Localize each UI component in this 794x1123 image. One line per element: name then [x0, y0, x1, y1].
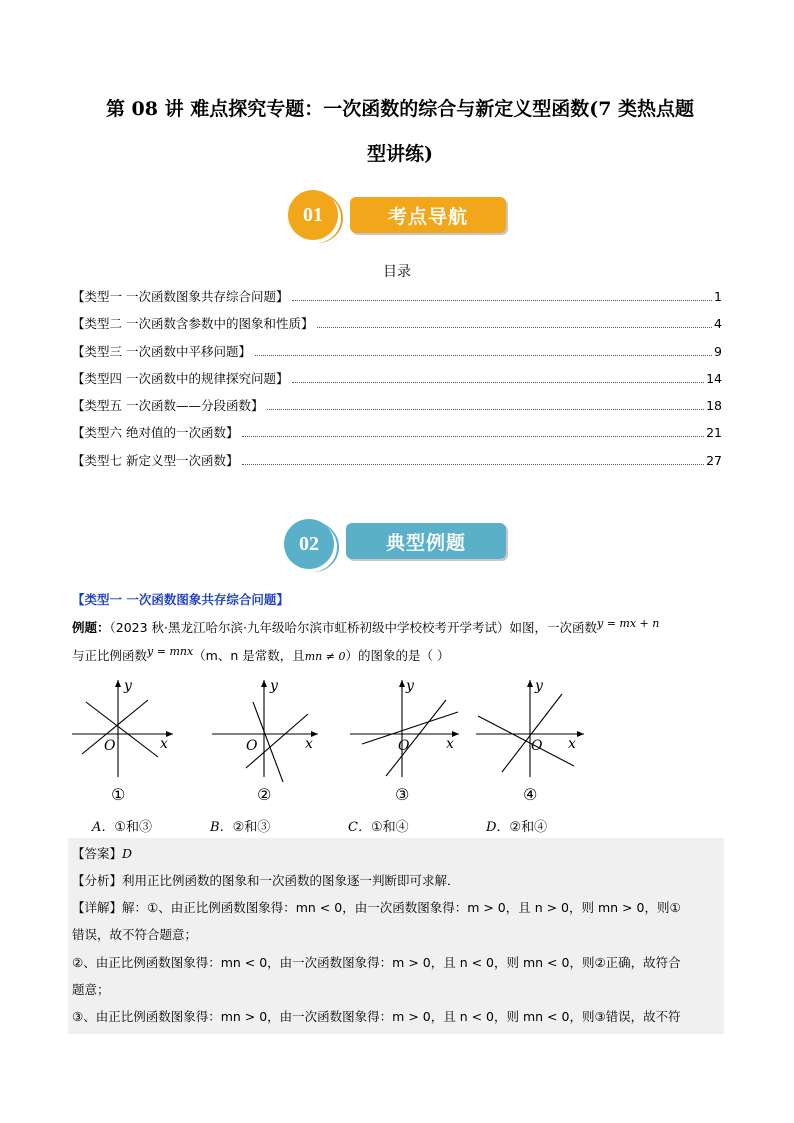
badge-number: 02: [299, 532, 319, 555]
badge-label: 典型例题: [385, 531, 466, 554]
option-b[interactable]: [210, 816, 270, 835]
graph-origin-label: O: [104, 738, 116, 754]
graph-x-label: x: [305, 736, 313, 752]
toc-item-label: 【类型二 一次函数含参数中的图象和性质】: [72, 316, 314, 332]
example-text-2b: （m、n 是常数，且: [193, 648, 305, 664]
toc-item-page: 4: [714, 316, 722, 332]
badge-number-circle: [288, 190, 338, 240]
detail-line-3: ②、由正比例函数图象得：mn < 0，由一次函数图象得：m > 0，且 n < 0，则 mn < 0，则②正确，故符合: [72, 955, 681, 970]
detail-text: 解：①、由正比例函数图象得：mn < 0，由一次函数图象得：m > 0，且 n > 0，则 mn > 0，则①: [122, 900, 681, 915]
page-title: [70, 87, 730, 177]
badge-label: 考点导航: [387, 205, 468, 228]
analysis-line: [72, 871, 460, 889]
section-heading: 【类型一 一次函数图象共存综合问题】: [72, 592, 289, 607]
option-text: ①和③: [114, 820, 153, 835]
title-line-1: 第 08 讲 难点探究专题：一次函数的综合与新定义型函数(7 类热点题: [105, 98, 695, 120]
equation-proportional: y = mnx: [147, 645, 194, 658]
toc-item-page: 27: [706, 452, 722, 468]
detail-line-1: [72, 898, 681, 916]
example-text-2a: 与正比例函数: [72, 648, 148, 664]
toc-item-page: 14: [706, 370, 722, 386]
detail-line-5: ③、由正比例函数图象得：mn > 0，由一次函数图象得：m > 0，且 n < 0，则 mn < 0，则③错误，故不符: [72, 1009, 681, 1024]
toc-item-label: 【类型四 一次函数中的规律探究问题】: [72, 370, 289, 386]
example-line-2: [72, 645, 449, 664]
toc-leader-dots: [255, 355, 712, 356]
toc-item-label: 【类型六 绝对值的一次函数】: [72, 425, 239, 441]
detail-label: 【详解】: [72, 900, 123, 915]
toc-item[interactable]: [72, 369, 722, 396]
answer-label: 【答案】: [72, 846, 123, 861]
graph-number: ③: [395, 785, 410, 802]
graph-4: [472, 672, 590, 802]
option-letter: C．: [348, 820, 371, 835]
toc-leader-dots: [267, 409, 704, 410]
graph-origin-label: O: [531, 738, 543, 754]
graph-2: [208, 672, 323, 802]
toc-item[interactable]: [72, 396, 722, 423]
option-a[interactable]: [92, 816, 152, 835]
option-text: ②和④: [509, 820, 548, 835]
graph-number: ④: [523, 785, 538, 802]
graph-x-label: x: [568, 736, 576, 752]
example-label: 例题：: [72, 620, 110, 636]
toc-heading: 目录: [383, 264, 411, 280]
option-letter: B．: [210, 820, 233, 835]
option-c[interactable]: [348, 816, 409, 835]
badge-number-circle: [284, 519, 334, 569]
toc-item-label: 【类型三 一次函数中平移问题】: [72, 343, 251, 359]
detail-line-2: 错误，故不符合题意；: [72, 927, 198, 942]
toc-leader-dots: [242, 464, 704, 465]
example-text-2c: ）的图象的是（ ）: [345, 648, 450, 664]
badge-kaodian: [288, 190, 510, 240]
toc-item[interactable]: [72, 423, 722, 450]
toc-item-page: 21: [706, 425, 722, 441]
graph-x-label: x: [160, 736, 168, 752]
graph-3: [346, 672, 464, 802]
graph-y-label: y: [124, 678, 132, 694]
title-line-2: 型讲练): [367, 143, 433, 165]
graph-y-label: y: [535, 678, 543, 694]
option-d[interactable]: [486, 816, 547, 835]
toc-leader-dots: [317, 327, 712, 328]
toc-item-page: 9: [714, 343, 722, 359]
detail-line-4: 题意；: [72, 982, 110, 997]
toc-leader-dots: [292, 300, 712, 301]
toc-item[interactable]: [72, 342, 722, 369]
toc-leader-dots: [242, 436, 704, 437]
graph-number: ②: [257, 785, 272, 802]
toc-item-label: 【类型五 一次函数——分段函数】: [72, 398, 264, 414]
option-text: ①和④: [370, 820, 409, 835]
analysis-label: 【分析】: [72, 873, 123, 888]
graph-number: ①: [111, 785, 126, 802]
graph-origin-label: O: [398, 738, 410, 754]
toc-leader-dots: [292, 382, 704, 383]
graph-origin-label: O: [246, 738, 258, 754]
toc-item[interactable]: [72, 287, 722, 314]
badge-number: 01: [303, 203, 323, 226]
answer-value: D: [122, 846, 133, 861]
badge-label-bar: [350, 197, 506, 233]
equation-linear: y = mx + n: [597, 617, 660, 630]
graph-y-label: y: [270, 678, 278, 694]
toc-item-label: 【类型七 新定义型一次函数】: [72, 452, 239, 468]
badge-dianxing: [284, 517, 510, 573]
example-text: （2023 秋·黑龙江哈尔滨·九年级哈尔滨市虹桥初级中学校校考开学考试）如图，一次函数: [109, 620, 597, 636]
toc-item-page: 18: [706, 398, 722, 414]
graph-y-label: y: [406, 678, 414, 694]
toc-item[interactable]: [72, 451, 722, 478]
graph-1: [68, 672, 178, 802]
option-text: ②和③: [232, 820, 271, 835]
answer-line: [72, 844, 132, 862]
toc-item[interactable]: [72, 314, 722, 341]
badge-label-bar: [346, 523, 506, 559]
graph-x-label: x: [446, 736, 454, 752]
toc-item-label: 【类型一 一次函数图象共存综合问题】: [72, 289, 289, 304]
option-letter: D．: [486, 820, 510, 835]
toc-item-page: 1: [714, 289, 722, 304]
example-line-1: [72, 617, 659, 636]
table-of-contents: [72, 287, 722, 478]
option-letter: A．: [92, 820, 115, 835]
equation-condition: mn ≠ 0: [304, 650, 346, 664]
analysis-text: 利用正比例函数的图象和一次函数的图象逐一判断即可求解．: [122, 873, 460, 888]
